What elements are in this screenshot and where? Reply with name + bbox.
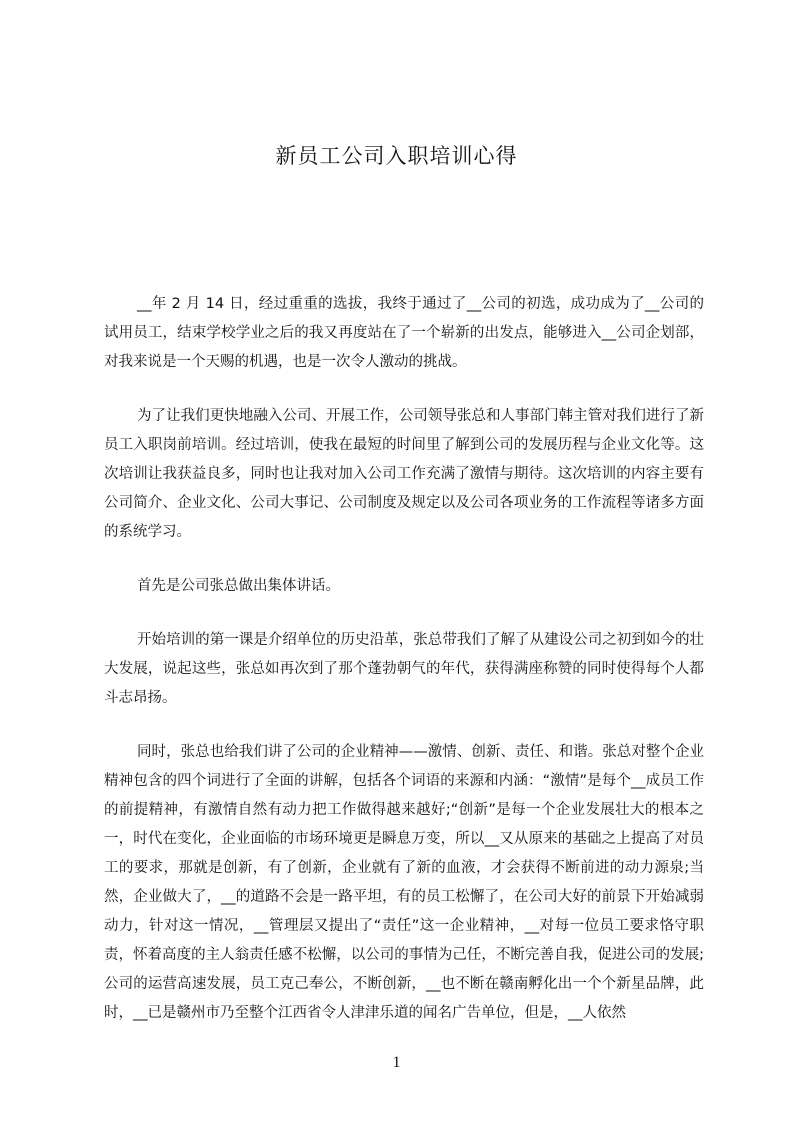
paragraph-training: 为了让我们更快地融入公司、开展工作，公司领导张总和人事部门韩主管对我们进行了新员工入职岗前培训。经过培训，使我在最短的时间里了解到公司的发展历程与企业文化等。这次培训让我获益良多，同时也让我对加入公司工作充满了激情与期待。这次培训的内容主要有公司简介、企业文化、公司大事记、公司制度及规定以及公司各项业务的工作流程等诸多方面的系统学习。 <box>104 408 704 540</box>
paragraph-speech: 首先是公司张总做出集体讲话。 <box>137 578 340 594</box>
document-title: 新员工公司入职培训心得 <box>275 144 518 168</box>
paragraph-intro: __年 2 月 14 日，经过重重的选拔，我终于通过了__公司的初选，成功成为了__公司的试用员工，结束学校学业之后的我又再度站在了一个崭新的出发点，能够进入__公司企划部，对我来说是一个天赐的机遇，也是一次令人激动的挑战。 <box>104 296 704 370</box>
paragraph-history: 开始培训的第一课是介绍单位的历史沿革，张总带我们了解了从建设公司之初到如今的壮大发展，说起这些，张总如再次到了那个蓬勃朝气的年代，获得满座称赞的同时使得每个人都斗志昂扬。 <box>104 632 704 706</box>
paragraph-spirit: 同时，张总也给我们讲了公司的企业精神——激情、创新、责任、和谐。张总对整个企业精神包含的四个词进行了全面的讲解，包括各个词语的来源和内涵：“激情”是每个__成员工作的前提精神，有激情自然有动力把工作做得越来越好;“创新”是每一个企业发展壮大的根本之一，时代在变化，企业面临的市场环境更是瞬息万变，所以__又从原来的基础之上提高了对员工的要求，那就是创新，有了创新，企业就有了新的血液，才会获得不断前进的动力源泉;当然，企业做大了，__的道路不会是一路平坦，有的员工松懈了，在公司大好的前景下开始减弱动力，针对这一情况，__管理层又提出了“责任”这一企业精神，__对每一位员工要求恪守职责，怀着高度的主人翁责任感不松懈，以公司的事情为己任，不断完善自我，促进公司的发展;公司的运营高速发展，员工克己奉公，不断创新，__也不断在赣南孵化出一个个新星品牌，此时，__已是赣州市乃至整个江西省令人津津乐道的闻名广告单位，但是，__人依然 <box>104 744 704 1021</box>
page-number: 1 <box>392 1054 401 1071</box>
document-body <box>104 290 704 1053</box>
